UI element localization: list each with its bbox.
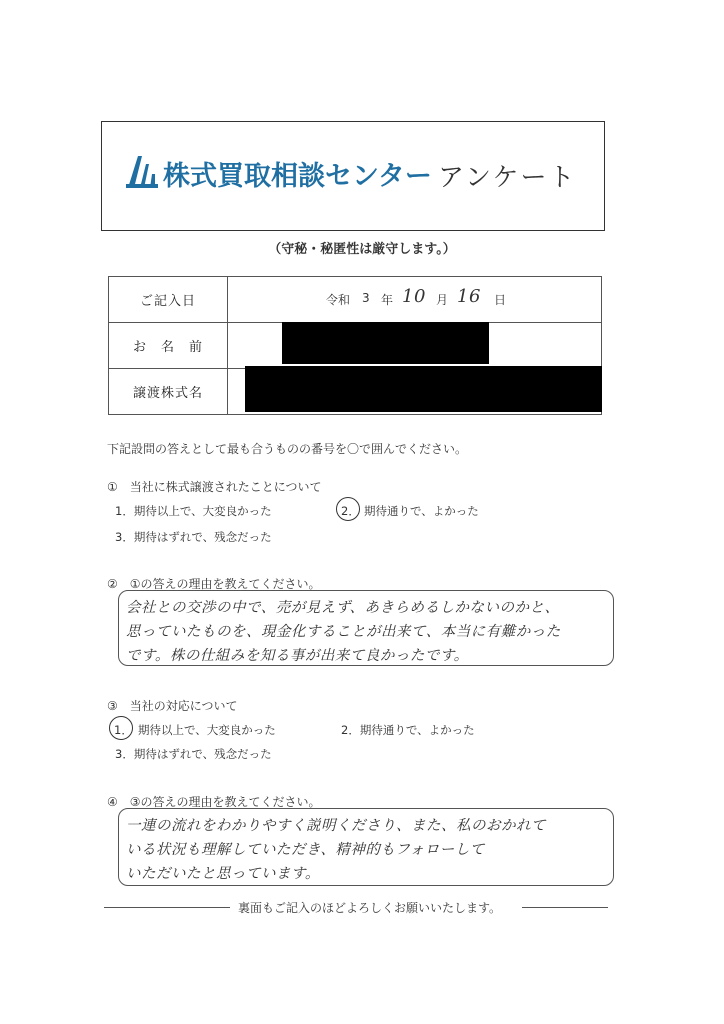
q1-question: ① 当社に株式譲渡されたことについて bbox=[107, 480, 322, 494]
q4-answer-line-2: いる状況も理解していただき、精神的もフォローして bbox=[126, 842, 485, 858]
brand-name: 株式買取相談センター bbox=[163, 161, 432, 192]
date-era: 令和 bbox=[326, 293, 351, 307]
q1-option-2-text: 期待通りで、よかった bbox=[364, 504, 479, 518]
q2-answer-line-2: 思っていたものを、現金化することが出来て、本当に有難かった bbox=[126, 624, 561, 640]
q3-question: ③ 当社の対応について bbox=[107, 699, 238, 713]
footer-note: 裏面もご記入のほどよろしくお願いいたします。 bbox=[238, 901, 502, 915]
name-redaction bbox=[282, 322, 489, 364]
q4-question: ④ ③の答えの理由を教えてください。 bbox=[107, 795, 321, 809]
q2-question: ② ①の答えの理由を教えてください。 bbox=[107, 577, 321, 591]
survey-title: アンケート bbox=[438, 163, 577, 193]
q4-answer-line-3: いただいたと思っています。 bbox=[126, 866, 320, 882]
year-unit: 年 bbox=[381, 293, 394, 307]
q1-option-2-number: 2． bbox=[341, 504, 360, 518]
date-day-handwritten: 16 bbox=[457, 286, 481, 307]
brand-logo-icon bbox=[126, 154, 158, 188]
q3-option-1-text: 期待以上で、大変良かった bbox=[138, 723, 276, 737]
day-unit: 日 bbox=[494, 293, 507, 307]
stock-label: 譲渡株式名 bbox=[109, 369, 228, 415]
q2-answer-line-1: 会社との交渉の中で、売が見えず、あきらめるしかないのかと、 bbox=[126, 600, 560, 616]
q1-option-1: 1．期待以上で、大変良かった bbox=[115, 504, 272, 518]
instructions: 下記設問の答えとして最も合うものの番号を〇で囲んでください。 bbox=[107, 442, 468, 456]
name-label: お 名 前 bbox=[109, 323, 228, 369]
date-year: 3 bbox=[362, 291, 370, 305]
month-unit: 月 bbox=[436, 293, 449, 307]
date-row bbox=[109, 277, 602, 323]
q3-option-1-number: 1． bbox=[114, 723, 133, 737]
stock-name-redaction bbox=[245, 366, 602, 412]
date-label: ご記入日 bbox=[109, 277, 228, 323]
date-value-cell bbox=[228, 277, 602, 323]
confidential-note: （守秘・秘匿性は厳守します。） bbox=[268, 242, 456, 257]
q3-option-3: 3．期待はずれで、残念だった bbox=[115, 747, 272, 761]
q1-option-3: 3．期待はずれで、残念だった bbox=[115, 530, 272, 544]
footer-rule-left bbox=[104, 907, 230, 908]
q2-answer-line-3: です。株の仕組みを知る事が出来て良かったです。 bbox=[126, 648, 469, 664]
footer-rule-right bbox=[522, 907, 608, 908]
q3-option-2: 2．期待通りで、よかった bbox=[341, 723, 475, 737]
q4-answer-line-1: 一連の流れをわかりやすく説明くださり、また、私のおかれて bbox=[126, 818, 546, 834]
date-month-handwritten: 10 bbox=[402, 286, 426, 307]
